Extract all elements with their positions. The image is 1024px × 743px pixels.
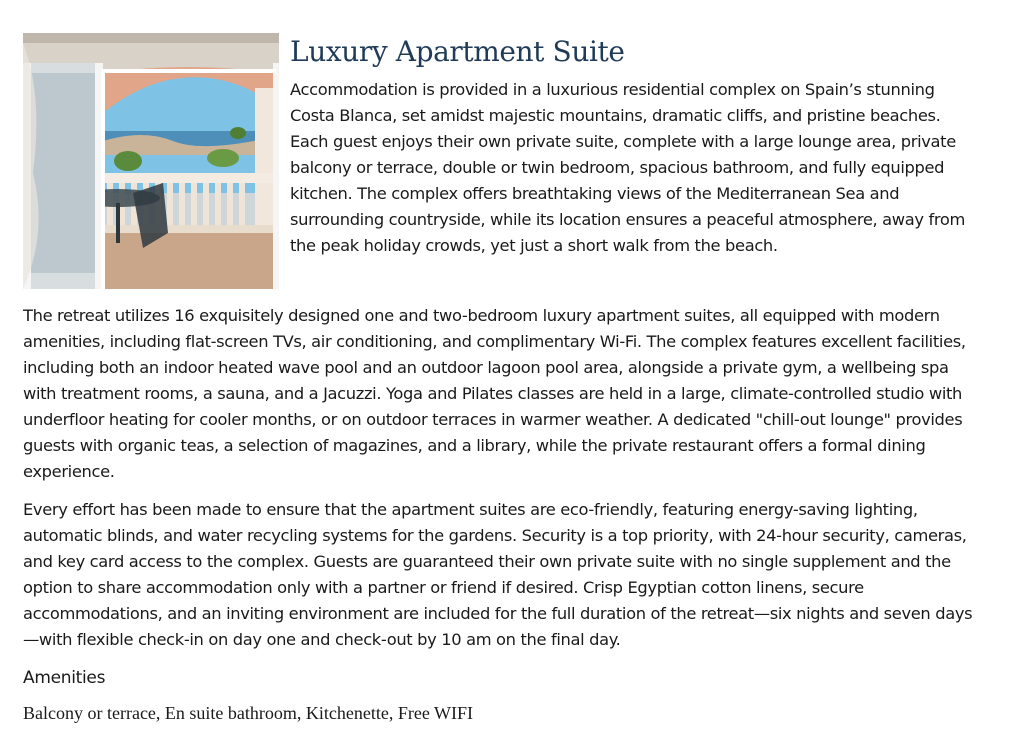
page-title: Luxury Apartment Suite <box>290 35 625 68</box>
balcony-view-photo <box>23 33 279 289</box>
amenities-list: Balcony or terrace, En suite bathroom, Kitchenette, Free WIFI <box>23 703 474 723</box>
facilities-paragraph: The retreat utilizes 16 exquisitely designed one and two-bedroom luxury apartment suites, all equipped with modern amenities, including flat-screen TVs, air conditioning, and complimentary Wi-Fi. The complex features excellent facilities, including both an indoor heated wave pool and an outdoor lagoon pool area, alongside a private gym, a wellbeing spa with treatment rooms, a sauna, and a Jacuzzi. Yoga and Pilates classes are held in a large, climate-controlled studio with underfloor heating for cooler months, or on outdoor terraces in warmer weather. A dedicated "chill-out lounge" provides guests with organic teas, a selection of magazines, and a library, while the private restaurant offers a formal dining experience. <box>23 306 966 481</box>
suite-intro-section <box>23 33 973 291</box>
eco-security-paragraph: Every effort has been made to ensure that the apartment suites are eco-friendly, featuring energy-saving lighting, automatic blinds, and water recycling systems for the gardens. Security is a top priority, with 24-hour security, cameras, and key card access to the complex. Guests are guaranteed their own private suite with no single supplement and the option to share accommodation only with a partner or friend if desired. Crisp Egyptian cotton linens, secure accommodations, and an inviting environment are included for the full duration of the retreat—six nights and seven days—with flexible check-in on day one and check-out by 10 am on the final day. <box>23 500 973 649</box>
amenities-heading: Amenities <box>23 668 106 688</box>
intro-paragraph: Accommodation is provided in a luxurious residential complex on Spain’s stunning Costa Blanca, set amidst majestic mountains, dramatic cliffs, and pristine beaches. Each guest enjoys their own private suite, complete with a large lounge area, private balcony or terrace, double or twin bedroom, spacious bathroom, and fully equipped kitchen. The complex offers breathtaking views of the Mediterranean Sea and surrounding countryside, while its location ensures a peaceful atmosphere, away from the peak holiday crowds, yet just a short walk from the beach. <box>290 80 965 255</box>
intro-column <box>290 33 980 259</box>
suite-content <box>23 33 973 725</box>
